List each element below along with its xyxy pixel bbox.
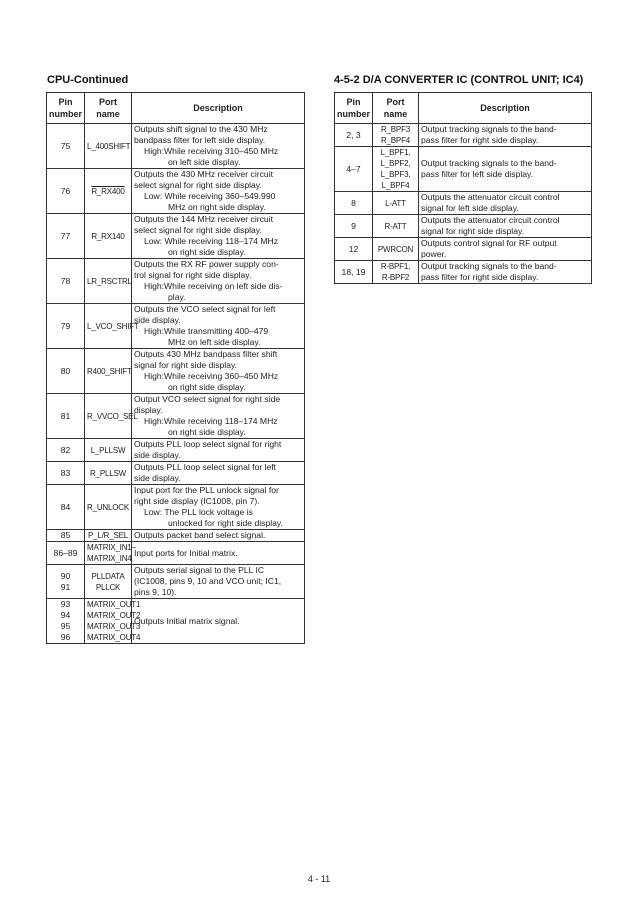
description-cell: Outputs packet band select signal. [132, 530, 305, 542]
right-section-title: 4-5-2 D/A CONVERTER IC (CONTROL UNIT; IC4) [334, 74, 584, 86]
port-name-cell: L_VCO_SHIFT [85, 304, 132, 349]
port-name-cell: LR_RSCTRL [85, 259, 132, 304]
port-name-cell: R_UNLOCK [85, 485, 132, 530]
port-name-cell: R_PLLSW [85, 462, 132, 485]
description-cell: Input ports for Initial matrix. [132, 542, 305, 565]
port-name-header: Port name [373, 93, 419, 124]
description-cell: Outputs Initial matrix signal. [132, 599, 305, 644]
pin-number-cell: 86–89 [47, 542, 85, 565]
port-name-cell: P_L/R_SEL [85, 530, 132, 542]
port-name-cell: MATRIX_OUT1 MATRIX_OUT2 MATRIX_OUT3 MATRIX_OUT4 [85, 599, 132, 644]
description-cell: Outputs serial signal to the PLL IC (IC1008, pins 9, 10 and VCO unit; IC1, pins 9, 10). [132, 565, 305, 599]
table-header-row [335, 93, 592, 124]
port-name-header: Port name [85, 93, 132, 124]
port-name-cell: L_BPF1, L_BPF2, L_BPF3, L_BPF4 [373, 147, 419, 192]
pin-number-cell: 4–7 [335, 147, 373, 192]
table-row [335, 215, 592, 238]
pin-number-cell: 79 [47, 304, 85, 349]
port-name-cell: PLLDATA PLLCK [85, 565, 132, 599]
description-cell: Outputs 430 MHz bandpass filter shift signal for right side display. High:While receiving 360–450 MHz on right side display. [132, 349, 305, 394]
table-row [335, 192, 592, 215]
pin-number-cell: 82 [47, 439, 85, 462]
pin-number-cell: 2, 3 [335, 124, 373, 147]
table-row [47, 530, 305, 542]
description-header: Description [132, 93, 305, 124]
pin-number-cell: 80 [47, 349, 85, 394]
port-name-cell: R_RX400 [85, 169, 132, 214]
pin-number-cell: 81 [47, 394, 85, 439]
pin-number-cell: 83 [47, 462, 85, 485]
table-row [47, 259, 305, 304]
description-cell: Outputs shift signal to the 430 MHz bandpass filter for left side display. High:While receiving 310–450 MHz on left side display. [132, 124, 305, 169]
pin-number-cell: 85 [47, 530, 85, 542]
port-name-cell: R_BPF3 R_BPF4 [373, 124, 419, 147]
port-name-cell: MATRIX_IN1– MATRIX_IN4 [85, 542, 132, 565]
port-name-cell: L_400SHIFT [85, 124, 132, 169]
pin-number-cell: 18, 19 [335, 261, 373, 284]
table-row [335, 238, 592, 261]
pin-number-cell: 78 [47, 259, 85, 304]
port-name-cell: R_RX140 [85, 214, 132, 259]
da-converter-pin-table [334, 92, 592, 284]
table-row [47, 214, 305, 259]
description-cell: Output tracking signals to the band- pass filter for left side display. [419, 147, 592, 192]
port-name-cell: L_PLLSW [85, 439, 132, 462]
description-cell: Outputs PLL loop select signal for right side display. [132, 439, 305, 462]
description-cell: Outputs the 144 MHz receiver circuit select signal for right side display. Low: While receiving 118–174 MHz on right side display. [132, 214, 305, 259]
description-cell: Outputs the attenuator circuit control signal for right side display. [419, 215, 592, 238]
table-row [47, 124, 305, 169]
description-cell: Outputs the VCO select signal for left side display. High:While transmitting 400–479 MHz on left side display. [132, 304, 305, 349]
table-row [335, 124, 592, 147]
pin-number-cell: 9 [335, 215, 373, 238]
pin-number-cell: 90 91 [47, 565, 85, 599]
pin-number-cell: 76 [47, 169, 85, 214]
table-row [47, 439, 305, 462]
pin-number-cell: 84 [47, 485, 85, 530]
pin-number-header: Pin number [47, 93, 85, 124]
pin-number-header: Pin number [335, 93, 373, 124]
description-cell: Outputs control signal for RF output power. [419, 238, 592, 261]
table-row [47, 599, 305, 644]
table-header-row [47, 93, 305, 124]
pin-number-cell: 93 94 95 96 [47, 599, 85, 644]
cpu-pin-table [46, 92, 305, 644]
port-name-cell: L-ATT [373, 192, 419, 215]
description-header: Description [419, 93, 592, 124]
page-number: 4 - 11 [307, 874, 331, 884]
description-cell: Outputs the 430 MHz receiver circuit select signal for right side display. Low: While receiving 360–549.990 MHz on right side display. [132, 169, 305, 214]
table-row [47, 565, 305, 599]
port-name-cell: R400_SHIFT [85, 349, 132, 394]
table-row [47, 394, 305, 439]
table-row [47, 304, 305, 349]
table-row [47, 349, 305, 394]
pin-number-cell: 8 [335, 192, 373, 215]
description-cell: Output tracking signals to the band- pass filter for right side display. [419, 124, 592, 147]
table-row [335, 147, 592, 192]
description-cell: Output tracking signals to the band- pass filter for right side display. [419, 261, 592, 284]
table-row [47, 169, 305, 214]
port-name-cell: R_VVCO_SEL [85, 394, 132, 439]
pin-number-cell: 12 [335, 238, 373, 261]
left-section-title: CPU-Continued [47, 74, 129, 86]
description-cell: Output VCO select signal for right side display. High:While receiving 118–174 MHz on right side display. [132, 394, 305, 439]
description-cell: Outputs PLL loop select signal for left side display. [132, 462, 305, 485]
table-row [47, 542, 305, 565]
table-row [47, 462, 305, 485]
table-row [335, 261, 592, 284]
description-cell: Input port for the PLL unlock signal for right side display (IC1008, pin 7). Low: The PLL lock voltage is unlocked for right side display. [132, 485, 305, 530]
table-row [47, 485, 305, 530]
pin-number-cell: 77 [47, 214, 85, 259]
description-cell: Outputs the RX RF power supply con- trol signal for right side display. High:While receiving on left side dis- play. [132, 259, 305, 304]
pin-number-cell: 75 [47, 124, 85, 169]
port-name-cell: R-ATT [373, 215, 419, 238]
port-name-cell: R-BPF1, R-BPF2 [373, 261, 419, 284]
port-name-cell: PWRCON [373, 238, 419, 261]
description-cell: Outputs the attenuator circuit control signal for left side display. [419, 192, 592, 215]
